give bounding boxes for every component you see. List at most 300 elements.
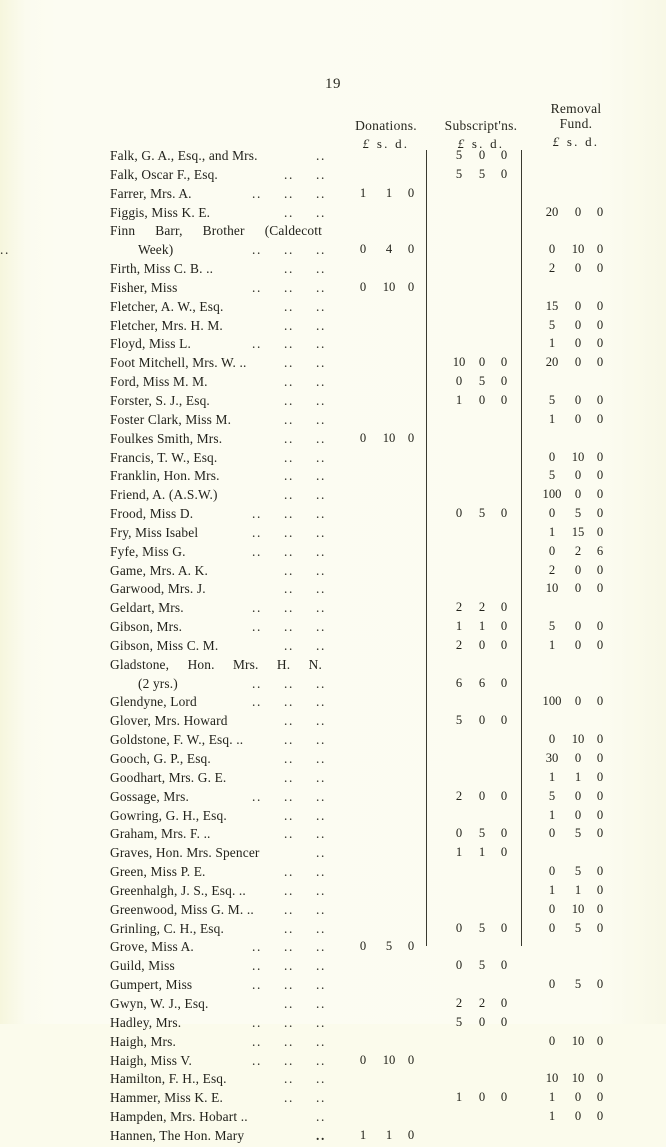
pound-symbol: £ <box>362 136 372 151</box>
leader-dots: .. <box>284 1052 294 1068</box>
amount-removal-fund-shillings: 0 <box>574 694 582 709</box>
amount-subscriptions-pounds: 5 <box>455 166 463 181</box>
subscriber-name: Greenwood, Miss G. M. .. <box>110 901 254 917</box>
amount-subscriptions-shillings: 6 <box>478 675 486 690</box>
amount-subscriptions-pounds: 0 <box>455 958 463 973</box>
amount-removal-fund-shillings: 0 <box>574 807 582 822</box>
amount-subscriptions-pounds: 6 <box>455 675 463 690</box>
amount-donations-shillings: 1 <box>385 1127 393 1142</box>
table-row <box>0 921 666 940</box>
leader-dots: .. <box>284 524 294 540</box>
subscriber-name: Francis, T. W., Esq. <box>110 449 218 465</box>
subscriber-name: Forster, S. J., Esq. <box>110 392 210 408</box>
amount-removal-fund-pence: 0 <box>596 920 604 935</box>
amount-subscriptions-pence: 0 <box>500 506 508 521</box>
leader-dots: .. <box>284 769 294 785</box>
amount-donations-pounds: 0 <box>359 1052 367 1067</box>
amount-removal-fund-shillings: 10 <box>571 242 585 257</box>
leader-dots: .. <box>252 694 262 710</box>
leader-dots: .. <box>316 449 326 465</box>
table-row <box>0 318 666 337</box>
subscriber-name: Week) <box>138 242 174 258</box>
page-number: 19 <box>325 76 341 92</box>
amount-removal-fund-pence: 0 <box>596 826 604 841</box>
amount-removal-fund-shillings: 0 <box>574 619 582 634</box>
leader-dots: .. <box>252 242 262 258</box>
amount-removal-fund-shillings: 5 <box>574 920 582 935</box>
leader-dots: .. <box>284 336 294 352</box>
amount-removal-fund-pence: 0 <box>596 261 604 276</box>
leader-dots: .. <box>284 939 294 955</box>
subscriber-name: Fyfe, Miss G. <box>110 543 186 559</box>
table-row <box>0 1034 666 1053</box>
amount-subscriptions-pence: 0 <box>500 995 508 1010</box>
subscriber-name: Game, Mrs. A. K. <box>110 562 208 578</box>
leader-dots: .. <box>316 713 326 729</box>
leader-dots: .. <box>284 430 294 446</box>
amount-subscriptions-pounds: 0 <box>455 920 463 935</box>
amount-removal-fund-pounds: 20 <box>545 355 559 370</box>
amount-donations-pounds: 0 <box>359 430 367 445</box>
leader-dots: .. <box>284 411 294 427</box>
amount-donations-pence: 0 <box>407 939 415 954</box>
subscriber-name: Garwood, Mrs. J. <box>110 581 206 597</box>
amount-removal-fund-pounds: 100 <box>542 487 562 502</box>
leader-dots: .. <box>284 864 294 880</box>
table-row <box>0 581 666 600</box>
table-row <box>0 996 666 1015</box>
leader-dots: .. <box>252 788 262 804</box>
subscriber-name: Falk, Oscar F., Esq. <box>110 166 218 182</box>
table-row <box>0 205 666 224</box>
leader-dots: .. <box>316 581 326 597</box>
table-row <box>0 336 666 355</box>
table-row <box>0 864 666 883</box>
table-row <box>0 657 666 676</box>
amount-removal-fund-pounds: 0 <box>548 732 556 747</box>
amount-removal-fund-shillings: 10 <box>571 901 585 916</box>
leader-dots: .. <box>284 600 294 616</box>
leader-dots: .. <box>284 619 294 635</box>
table-row <box>0 751 666 770</box>
subscriber-name: Firth, Miss C. B. .. <box>110 261 214 277</box>
amount-donations-pence: 0 <box>407 242 415 257</box>
amount-removal-fund-shillings: 10 <box>571 732 585 747</box>
table-row <box>0 958 666 977</box>
leader-dots: .. <box>316 751 326 766</box>
leader-dots: .. <box>316 242 326 258</box>
subscriber-name: Guild, Miss <box>110 958 175 974</box>
amount-subscriptions-shillings: 0 <box>478 148 486 162</box>
amount-removal-fund-pence: 0 <box>596 581 604 596</box>
amount-donations-shillings: 10 <box>382 279 396 294</box>
table-row <box>0 393 666 412</box>
leader-dots: .. <box>316 1052 326 1068</box>
amount-removal-fund-pence: 0 <box>596 694 604 709</box>
leader-dots: .. <box>284 920 294 936</box>
amount-removal-fund-shillings: 0 <box>574 562 582 577</box>
amount-subscriptions-pence: 0 <box>500 166 508 181</box>
amount-donations-pence: 0 <box>407 279 415 294</box>
table-row <box>0 450 666 469</box>
leader-dots: .. <box>316 1071 326 1087</box>
leader-dots: .. <box>284 826 294 842</box>
subscriber-name: Hammer, Miss K. E. <box>110 1090 223 1106</box>
leader-dots: .. <box>284 1014 294 1030</box>
leader-dots: .. <box>316 637 326 653</box>
leader-dots: .. <box>284 788 294 804</box>
subscriber-name: Haigh, Miss V. <box>110 1052 192 1068</box>
amount-removal-fund-shillings: 0 <box>574 788 582 803</box>
amount-removal-fund-shillings: 0 <box>574 355 582 370</box>
table-row <box>0 299 666 318</box>
amount-removal-fund-shillings: 1 <box>574 769 582 784</box>
leader-dots: .. <box>284 562 294 578</box>
leader-dots: .. <box>252 336 262 352</box>
subscriber-name: Franklin, Hon. Mrs. <box>110 468 220 484</box>
shillings-symbol: s. <box>376 136 390 151</box>
amount-donations-pounds: 1 <box>359 185 367 200</box>
leader-dots: .. <box>316 543 326 559</box>
subscriber-name: (2 yrs.) <box>138 675 178 691</box>
leader-dots: .. <box>316 487 326 503</box>
amount-donations-pence: 0 <box>407 1052 415 1067</box>
column-header-subscriptions-title: Subscript'ns. <box>444 118 518 133</box>
amount-subscriptions-pence: 0 <box>500 148 508 162</box>
leader-dots: .. <box>316 600 326 616</box>
subscriber-name: Hannen, The Hon. Mary <box>110 1127 245 1143</box>
amount-subscriptions-shillings: 0 <box>478 355 486 370</box>
amount-removal-fund-pence: 0 <box>596 807 604 822</box>
leader-dots: .. <box>316 524 326 540</box>
leader-dots: .. <box>284 261 294 277</box>
subscriber-name: Gibson, Miss C. M. <box>110 637 219 653</box>
leader-dots: .. <box>284 958 294 974</box>
amount-removal-fund-pounds: 0 <box>548 449 556 464</box>
amount-subscriptions-shillings: 0 <box>478 1090 486 1105</box>
amount-removal-fund-pounds: 1 <box>548 411 556 426</box>
table-row <box>0 544 666 563</box>
amount-removal-fund-pence: 0 <box>596 392 604 407</box>
amount-removal-fund-pounds: 0 <box>548 977 556 992</box>
subscriber-name: Hamilton, F. H., Esq. <box>110 1071 227 1087</box>
amount-removal-fund-pounds: 30 <box>545 751 559 765</box>
subscriber-name: Gladstone, Hon. Mrs. H. N. <box>110 656 322 672</box>
subscriber-name: Green, Miss P. E. <box>110 864 206 880</box>
subscriber-name: Greenhalgh, J. S., Esq. .. <box>110 882 246 898</box>
subscriber-name: Fisher, Miss <box>110 279 178 295</box>
leader-dots: .. <box>316 430 326 446</box>
column-header-removal-fund <box>528 101 624 149</box>
amount-subscriptions-shillings: 0 <box>478 1014 486 1029</box>
amount-removal-fund-pence: 0 <box>596 1090 604 1105</box>
table-row <box>0 713 666 732</box>
amount-removal-fund-pounds: 0 <box>548 242 556 257</box>
leader-dots: .. <box>284 543 294 559</box>
leader-dots: .. <box>252 600 262 616</box>
amount-removal-fund-shillings: 0 <box>574 298 582 313</box>
amount-subscriptions-shillings: 0 <box>478 637 486 652</box>
column-header-removal-fund-title-line1: Removal <box>550 101 602 116</box>
table-row <box>0 600 666 619</box>
amount-removal-fund-pence: 0 <box>596 864 604 879</box>
table-row <box>0 374 666 393</box>
leader-dots: .. <box>284 807 294 823</box>
leader-dots: .. <box>316 1090 326 1106</box>
amount-removal-fund-pounds: 0 <box>548 506 556 521</box>
leader-dots: .. <box>316 148 326 163</box>
column-header-removal-fund-title-line2: Fund. <box>559 116 593 131</box>
subscriber-name: Goodhart, Mrs. G. E. <box>110 769 227 785</box>
subscriber-name: Graves, Hon. Mrs. Spencer <box>110 845 260 861</box>
amount-subscriptions-shillings: 5 <box>478 958 486 973</box>
subscriber-name: Finn Barr, Brother (Caldecott <box>110 223 322 239</box>
amount-removal-fund-pence: 0 <box>596 732 604 747</box>
pence-symbol: d. <box>395 136 410 151</box>
amount-removal-fund-shillings: 5 <box>574 977 582 992</box>
table-row <box>0 1109 666 1128</box>
amount-removal-fund-pence: 0 <box>596 637 604 652</box>
leader-dots: .. <box>284 675 294 691</box>
table-row <box>0 826 666 845</box>
amount-removal-fund-pounds: 5 <box>548 392 556 407</box>
subscriber-name: Goldstone, F. W., Esq. .. <box>110 732 244 748</box>
amount-donations-pence: 0 <box>407 1127 415 1142</box>
leader-dots: .. <box>316 769 326 785</box>
amount-subscriptions-shillings: 1 <box>478 845 486 860</box>
amount-removal-fund-pence: 0 <box>596 506 604 521</box>
amount-removal-fund-shillings: 0 <box>574 204 582 219</box>
amount-removal-fund-pounds: 1 <box>548 336 556 351</box>
amount-subscriptions-shillings: 1 <box>478 619 486 634</box>
leader-dots: .. <box>316 411 326 427</box>
table-row <box>0 563 666 582</box>
amount-subscriptions-pence: 0 <box>500 619 508 634</box>
amount-subscriptions-shillings: 5 <box>478 166 486 181</box>
amount-subscriptions-shillings: 5 <box>478 920 486 935</box>
leader-dots: .. <box>284 392 294 408</box>
leader-dots: .. <box>316 939 326 955</box>
amount-subscriptions-pence: 0 <box>500 788 508 803</box>
table-row <box>0 167 666 186</box>
table-row <box>0 808 666 827</box>
amount-removal-fund-shillings: 0 <box>574 1090 582 1105</box>
leader-dots: .. <box>284 732 294 748</box>
subscriber-name: Gwyn, W. J., Esq. <box>110 995 209 1011</box>
amount-removal-fund-shillings: 10 <box>571 1033 585 1048</box>
amount-removal-fund-pounds: 2 <box>548 261 556 276</box>
subscriber-name: Foot Mitchell, Mrs. W. .. <box>110 355 247 371</box>
leader-dots: .. <box>316 619 326 635</box>
amount-subscriptions-pounds: 5 <box>455 1014 463 1029</box>
amount-removal-fund-pence: 0 <box>596 1109 604 1124</box>
leader-dots: .. <box>284 694 294 710</box>
amount-removal-fund-shillings: 0 <box>574 261 582 276</box>
amount-removal-fund-shillings: 0 <box>574 637 582 652</box>
amount-donations-shillings: 10 <box>382 430 396 445</box>
amount-removal-fund-pounds: 0 <box>548 864 556 879</box>
subscriber-name: Haigh, Mrs. <box>110 1033 176 1049</box>
leader-dots: .. <box>284 487 294 503</box>
subscriber-name: Farrer, Mrs. A. <box>110 185 192 201</box>
amount-removal-fund-pounds: 0 <box>548 543 556 558</box>
leader-dots: .. <box>284 713 294 729</box>
amount-removal-fund-pence: 0 <box>596 468 604 483</box>
amount-removal-fund-pence: 0 <box>596 449 604 464</box>
amount-removal-fund-shillings: 0 <box>574 392 582 407</box>
amount-removal-fund-pence: 0 <box>596 487 604 502</box>
table-row <box>0 1128 666 1147</box>
amount-removal-fund-pence: 0 <box>596 524 604 539</box>
leader-dots: .. <box>252 675 262 691</box>
amount-subscriptions-pounds: 5 <box>455 148 463 162</box>
amount-removal-fund-pounds: 1 <box>548 637 556 652</box>
table-row <box>0 487 666 506</box>
leader-dots: .. <box>316 864 326 880</box>
leader-dots: .. <box>316 995 326 1011</box>
amount-removal-fund-pounds: 100 <box>542 694 562 709</box>
amount-subscriptions-shillings: 0 <box>478 788 486 803</box>
amount-donations-shillings: 5 <box>385 939 393 954</box>
amount-removal-fund-pounds: 5 <box>548 468 556 483</box>
amount-subscriptions-shillings: 5 <box>478 506 486 521</box>
amount-removal-fund-pounds: 0 <box>548 901 556 916</box>
leader-dots: .. <box>252 543 262 559</box>
subscriber-name: Graham, Mrs. F. .. <box>110 826 211 842</box>
amount-subscriptions-pence: 0 <box>500 600 508 615</box>
amount-removal-fund-pounds: 1 <box>548 1109 556 1124</box>
amount-removal-fund-shillings: 5 <box>574 864 582 879</box>
leader-dots: .. <box>284 185 294 201</box>
amount-removal-fund-pounds: 5 <box>548 317 556 332</box>
pound-symbol: £ <box>457 136 467 151</box>
leader-dots: .. <box>316 468 326 484</box>
amount-removal-fund-pounds: 1 <box>548 1090 556 1105</box>
subscriber-name: Falk, G. A., Esq., and Mrs. <box>110 148 258 163</box>
subscriber-name: Gossage, Mrs. <box>110 788 189 804</box>
table-row <box>0 977 666 996</box>
subscriber-name: Fletcher, A. W., Esq. <box>110 298 224 314</box>
amount-donations-shillings: 1 <box>385 185 393 200</box>
table-row <box>0 902 666 921</box>
subscriber-name: Friend, A. (A.S.W.) <box>110 487 218 503</box>
table-row <box>0 619 666 638</box>
amount-donations-pounds: 0 <box>359 279 367 294</box>
leader-dots: .. <box>252 1014 262 1030</box>
leader-dots: .. <box>316 920 326 936</box>
subscriber-name: Floyd, Miss L. <box>110 336 191 352</box>
amount-removal-fund-pence: 0 <box>596 901 604 916</box>
leader-dots: .. <box>316 977 326 993</box>
leader-dots: .. <box>0 242 10 258</box>
table-row <box>0 242 666 261</box>
leader-dots: .. <box>316 675 326 691</box>
amount-subscriptions-pounds: 2 <box>455 995 463 1010</box>
amount-removal-fund-pounds: 5 <box>548 619 556 634</box>
amount-removal-fund-shillings: 15 <box>571 524 585 539</box>
amount-donations-pence: 0 <box>407 430 415 445</box>
amount-removal-fund-pounds: 0 <box>548 920 556 935</box>
pence-symbol: d. <box>490 136 505 151</box>
leader-dots: .. <box>316 901 326 917</box>
amount-removal-fund-shillings: 0 <box>574 1109 582 1124</box>
leader-dots: .. <box>284 449 294 465</box>
amount-removal-fund-shillings: 5 <box>574 506 582 521</box>
amount-removal-fund-pence: 0 <box>596 788 604 803</box>
pound-symbol: £ <box>552 134 562 149</box>
subscriber-name: Gibson, Mrs. <box>110 619 183 635</box>
leader-dots: .. <box>284 204 294 220</box>
leader-dots: .. <box>252 977 262 993</box>
amount-subscriptions-pence: 0 <box>500 845 508 860</box>
amount-subscriptions-pence: 0 <box>500 713 508 728</box>
amount-removal-fund-pence: 0 <box>596 1071 604 1086</box>
leader-dots: .. <box>284 995 294 1011</box>
leader-dots: .. <box>316 506 326 522</box>
leader-dots: .. <box>284 279 294 295</box>
leader-dots: .. <box>316 355 326 371</box>
table-row <box>0 412 666 431</box>
amount-subscriptions-pounds: 10 <box>452 355 466 370</box>
subscriber-table <box>0 148 666 1147</box>
table-row <box>0 525 666 544</box>
table-row <box>0 1015 666 1034</box>
leader-dots: .. <box>316 261 326 277</box>
amount-removal-fund-pounds: 2 <box>548 562 556 577</box>
leader-dots: .. <box>316 1127 326 1143</box>
column-header-donations <box>338 118 434 151</box>
subscriber-name: Hadley, Mrs. <box>110 1014 182 1030</box>
amount-subscriptions-pounds: 0 <box>455 826 463 841</box>
table-row <box>0 676 666 695</box>
leader-dots: .. <box>316 845 326 861</box>
leader-dots: .. <box>284 581 294 597</box>
leader-dots: .. <box>284 1090 294 1106</box>
leader-dots: .. <box>316 562 326 578</box>
amount-subscriptions-pounds: 2 <box>455 788 463 803</box>
leader-dots: .. <box>316 336 326 352</box>
amount-donations-pounds: 0 <box>359 939 367 954</box>
subscriber-name: Gowring, G. H., Esq. <box>110 807 227 823</box>
subscriber-name: Foulkes Smith, Mrs. <box>110 430 223 446</box>
leader-dots: .. <box>252 1052 262 1068</box>
table-row <box>0 506 666 525</box>
amount-subscriptions-shillings: 0 <box>478 713 486 728</box>
amount-removal-fund-pence: 0 <box>596 751 604 765</box>
table-row <box>0 770 666 789</box>
subscriber-name: Hampden, Mrs. Hobart .. <box>110 1109 248 1125</box>
amount-removal-fund-shillings: 0 <box>574 751 582 765</box>
amount-subscriptions-pounds: 2 <box>455 637 463 652</box>
amount-subscriptions-pence: 0 <box>500 392 508 407</box>
subscriber-name: Glover, Mrs. Howard <box>110 713 228 729</box>
amount-removal-fund-pence: 0 <box>596 204 604 219</box>
leader-dots: .. <box>316 204 326 220</box>
amount-subscriptions-pence: 0 <box>500 920 508 935</box>
leader-dots: .. <box>284 977 294 993</box>
amount-donations-pounds: 0 <box>359 242 367 257</box>
leader-dots: .. <box>316 166 326 182</box>
amount-removal-fund-pence: 0 <box>596 298 604 313</box>
table-row <box>0 1090 666 1109</box>
leader-dots: .. <box>284 506 294 522</box>
leader-dots: .. <box>284 166 294 182</box>
amount-subscriptions-pounds: 1 <box>455 392 463 407</box>
amount-subscriptions-pence: 0 <box>500 958 508 973</box>
amount-removal-fund-pounds: 1 <box>548 524 556 539</box>
amount-subscriptions-pounds: 1 <box>455 619 463 634</box>
table-row <box>0 355 666 374</box>
